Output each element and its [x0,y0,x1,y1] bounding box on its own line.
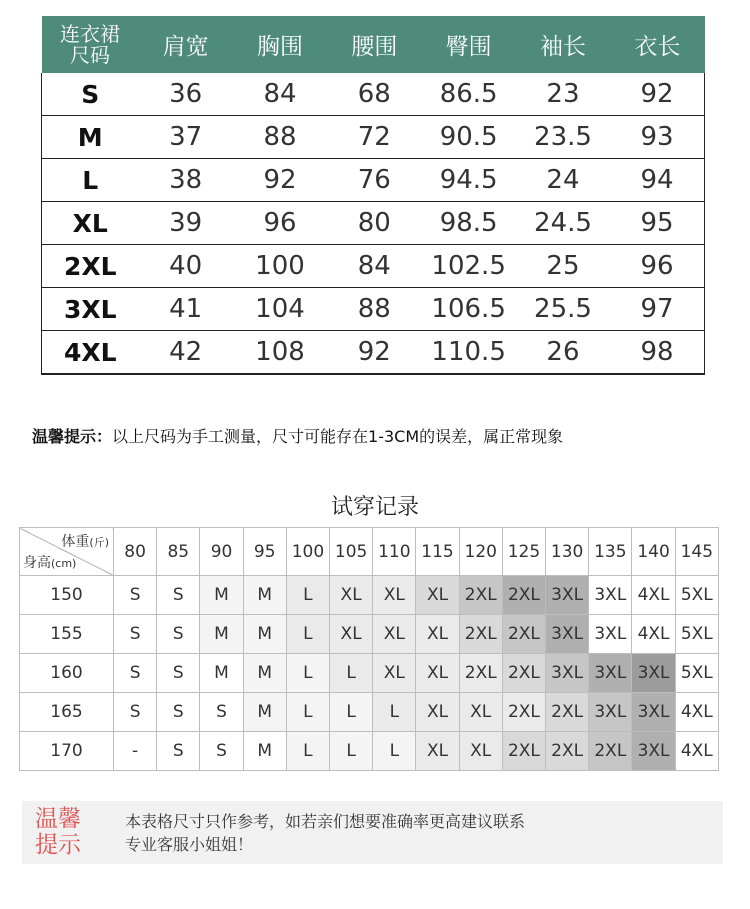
fit-size-cell: 4XL [632,576,675,615]
fit-size-cell: L [286,576,329,615]
fit-size-cell: 2XL [546,732,589,771]
fit-size-cell: M [200,576,243,615]
weight-header-cell: 115 [416,528,459,576]
measure-cell: 92 [233,159,327,202]
fit-size-cell: L [330,732,373,771]
fit-size-cell: 4XL [675,693,718,732]
fit-size-cell: XL [416,693,459,732]
size-label-cell: S [42,73,139,116]
fit-size-cell: S [200,693,243,732]
measure-cell: 40 [139,245,233,288]
fit-size-cell: L [373,732,416,771]
fit-size-cell: S [157,576,200,615]
fit-row [20,654,719,693]
weight-header-cell: 110 [373,528,416,576]
fit-size-cell: L [330,654,373,693]
fit-size-cell: S [114,693,157,732]
fit-size-cell: 3XL [589,576,632,615]
measure-cell: 25.5 [516,288,610,331]
measure-column-header: 胸围 [233,16,327,73]
fit-size-cell: 2XL [502,576,545,615]
fit-size-cell: XL [373,576,416,615]
fit-size-cell: S [157,615,200,654]
fit-size-cell: 4XL [675,732,718,771]
fit-table-header [20,528,719,576]
measure-cell: 25 [516,245,610,288]
measure-cell: 92 [610,73,704,116]
size-table [41,16,705,375]
measure-column-header: 腰围 [327,16,421,73]
weight-header-cell: 100 [286,528,329,576]
measure-cell: 42 [139,331,233,375]
height-cell: 155 [20,615,114,654]
fit-size-cell: M [243,654,286,693]
fit-size-cell: 3XL [632,693,675,732]
fit-size-cell: M [200,615,243,654]
fit-size-cell: L [286,732,329,771]
measure-cell: 68 [327,73,421,116]
weight-header-cell: 90 [200,528,243,576]
height-cell: 165 [20,693,114,732]
fit-size-cell: M [243,693,286,732]
measure-cell: 80 [327,202,421,245]
fit-size-cell: 3XL [589,654,632,693]
fit-size-cell: XL [373,654,416,693]
measure-cell: 86.5 [421,73,515,116]
measure-cell: 93 [610,116,704,159]
fit-size-cell: XL [373,615,416,654]
fit-size-cell: L [286,615,329,654]
measure-cell: 108 [233,331,327,375]
size-table-header-row [42,16,705,73]
size-label-cell: 2XL [42,245,139,288]
fit-record-table [19,527,719,771]
measure-cell: 102.5 [421,245,515,288]
measure-cell: 24.5 [516,202,610,245]
fit-size-cell: 2XL [546,693,589,732]
measure-cell: 96 [610,245,704,288]
weight-axis-label: 体重(斤) [61,534,109,550]
size-row [42,202,705,245]
fit-size-cell: 3XL [546,576,589,615]
fit-size-cell: XL [416,654,459,693]
measure-cell: 26 [516,331,610,375]
fit-size-cell: - [114,732,157,771]
size-row [42,331,705,375]
tip-text: 以上尺码为手工测量，尺寸可能存在1-3CM的误差，属正常现象 [112,427,564,446]
fit-size-cell: XL [416,576,459,615]
fit-table-body [20,576,719,771]
fit-size-cell: S [114,615,157,654]
note-text [125,810,525,856]
fit-size-cell: S [200,732,243,771]
weight-header-cell: 95 [243,528,286,576]
measure-column-header: 袖长 [516,16,610,73]
weight-header-cell: 85 [157,528,200,576]
fit-size-cell: 2XL [459,576,502,615]
weight-header-cell: 105 [330,528,373,576]
fit-size-cell: 3XL [546,615,589,654]
fit-size-cell: S [114,654,157,693]
weight-header-cell: 130 [546,528,589,576]
fit-size-cell: 3XL [589,615,632,654]
size-label-cell: M [42,116,139,159]
measure-cell: 110.5 [421,331,515,375]
measure-cell: 36 [139,73,233,116]
fit-size-cell: S [157,732,200,771]
fit-size-cell: 5XL [675,576,718,615]
fit-size-cell: 3XL [589,693,632,732]
measure-cell: 92 [327,331,421,375]
size-label-cell: L [42,159,139,202]
fit-size-cell: 2XL [589,732,632,771]
measure-cell: 84 [233,73,327,116]
fit-size-cell: 2XL [502,732,545,771]
corner-cell [20,528,114,576]
measure-cell: 84 [327,245,421,288]
measure-cell: 100 [233,245,327,288]
size-table-body [42,73,705,374]
measure-cell: 94 [610,159,704,202]
measure-column-header: 衣长 [610,16,704,73]
height-cell: 170 [20,732,114,771]
measure-column-header: 肩宽 [139,16,233,73]
fit-row [20,693,719,732]
weight-header-cell: 80 [114,528,157,576]
fit-size-cell: L [373,693,416,732]
weight-header-cell: 140 [632,528,675,576]
note-line-1: 本表格尺寸只作参考，如若亲们想要准确率更高建议联系 [125,812,526,831]
fit-size-cell: XL [459,732,502,771]
measure-cell: 95 [610,202,704,245]
measure-cell: 97 [610,288,704,331]
size-row [42,116,705,159]
weight-header-cell: 125 [502,528,545,576]
fit-row [20,615,719,654]
size-row [42,288,705,331]
size-row [42,245,705,288]
measure-cell: 23.5 [516,116,610,159]
size-table-header [42,16,705,73]
size-label-cell: 3XL [42,288,139,331]
tip-label: 温馨提示： [32,427,113,446]
fit-record-title: 试穿记录 [330,495,419,520]
measure-column-header: 臀围 [421,16,515,73]
measure-cell: 98 [610,331,704,375]
fit-size-cell: XL [416,732,459,771]
measure-cell: 23 [516,73,610,116]
measure-cell: 72 [327,116,421,159]
fit-size-cell: L [286,654,329,693]
fit-size-cell: 3XL [546,654,589,693]
weight-header-cell: 145 [675,528,718,576]
fit-size-cell: 4XL [632,615,675,654]
measurement-tip [32,424,563,447]
fit-size-cell: 3XL [632,732,675,771]
fit-size-cell: XL [330,576,373,615]
fit-size-cell: 2XL [459,615,502,654]
fit-row [20,576,719,615]
fit-size-cell: XL [330,615,373,654]
fit-size-cell: XL [416,615,459,654]
fit-size-cell: M [243,576,286,615]
height-cell: 160 [20,654,114,693]
measure-cell: 41 [139,288,233,331]
measure-cell: 104 [233,288,327,331]
fit-size-cell: 5XL [675,654,718,693]
fit-row [20,732,719,771]
measure-cell: 88 [327,288,421,331]
size-row [42,159,705,202]
measure-cell: 76 [327,159,421,202]
measure-cell: 94.5 [421,159,515,202]
measure-cell: 24 [516,159,610,202]
measure-cell: 90.5 [421,116,515,159]
fit-size-cell: 3XL [632,654,675,693]
fit-size-cell: S [157,693,200,732]
height-axis-label: 身高(cm) [23,555,77,571]
fit-size-cell: S [114,576,157,615]
fit-size-cell: 5XL [675,615,718,654]
fit-size-cell: 2XL [502,615,545,654]
fit-size-cell: 2XL [502,693,545,732]
size-label-cell: 4XL [42,331,139,375]
fit-size-cell: M [243,615,286,654]
fit-size-cell: L [286,693,329,732]
size-label-cell: XL [42,202,139,245]
measure-cell: 37 [139,116,233,159]
size-row [42,73,705,116]
measure-cell: 39 [139,202,233,245]
fit-size-cell: S [157,654,200,693]
measure-cell: 98.5 [421,202,515,245]
fit-size-cell: M [200,654,243,693]
fit-size-cell: M [243,732,286,771]
measure-cell: 96 [233,202,327,245]
measure-cell: 88 [233,116,327,159]
fit-size-cell: L [330,693,373,732]
note-box [22,801,723,864]
fit-size-cell: 2XL [502,654,545,693]
weight-header-cell: 120 [459,528,502,576]
weight-header-cell: 135 [589,528,632,576]
height-cell: 150 [20,576,114,615]
note-label: 温馨提示 [35,806,81,858]
fit-table-header-row [20,528,719,576]
measure-cell: 106.5 [421,288,515,331]
note-line-2: 专业客服小姐姐！ [125,835,254,854]
size-column-header: 连衣裙 尺码 [42,16,139,73]
fit-size-cell: XL [459,693,502,732]
fit-size-cell: 2XL [459,654,502,693]
measure-cell: 38 [139,159,233,202]
